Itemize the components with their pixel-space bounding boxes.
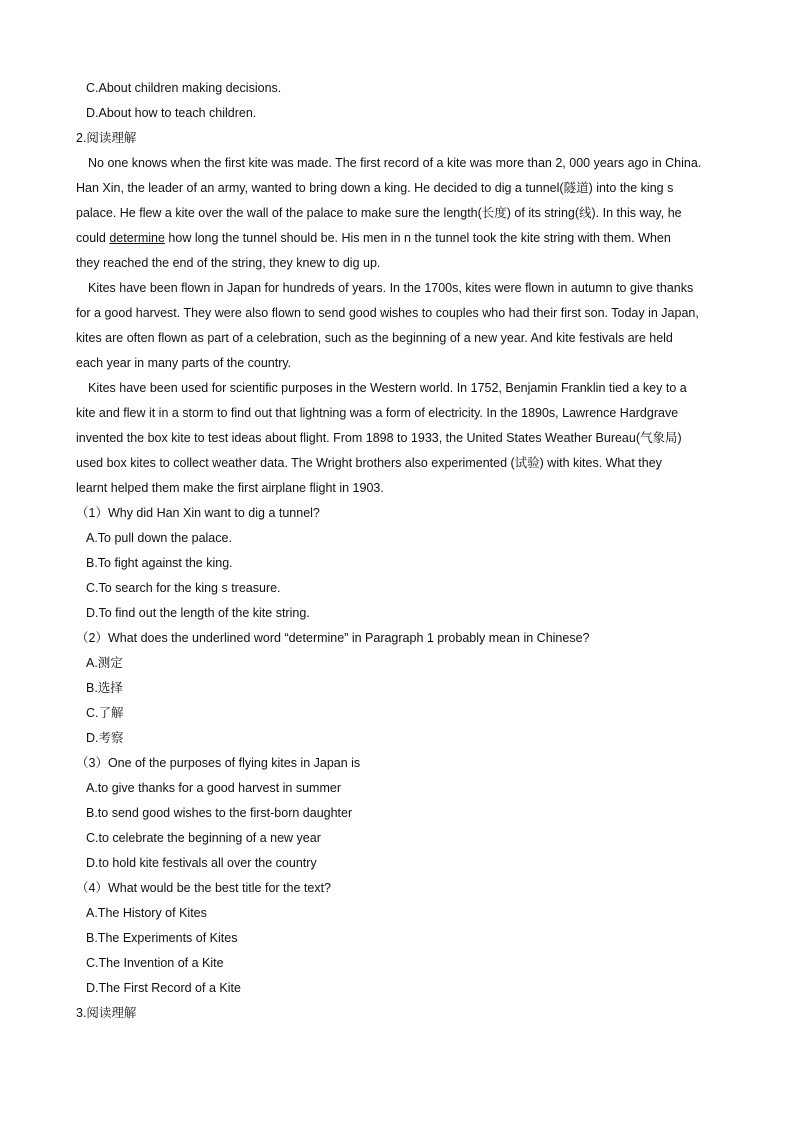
option-a: A.to give thanks for a good harvest in summer [86, 781, 341, 795]
option-b: B.The Experiments of Kites [86, 931, 238, 945]
option-b: B.to send good wishes to the first-born daughter [86, 806, 353, 820]
passage-p1-line-5: they reached the end of the string, they knew to dig up. [76, 256, 381, 270]
option-b: B.选择 [86, 681, 123, 695]
option-d: D.To find out the length of the kite string. [86, 606, 310, 620]
question-stem: （2）What does the underlined word “determine” in Paragraph 1 probably mean in Chinese? [76, 631, 590, 645]
passage-p3-line-3: invented the box kite to test ideas about flight. From 1898 to 1933, the United States Weather Bureau(气象局) [76, 431, 682, 445]
document-page [76, 76, 721, 1026]
option-b: B.To fight against the king. [86, 556, 233, 570]
passage-text: how long the tunnel should be. His men in n the tunnel took the kite string with them. When [164, 231, 671, 245]
underlined-word: determine [109, 231, 165, 245]
option-d: D.考察 [86, 731, 124, 745]
passage-p2-line-4: each year in many parts of the country. [76, 356, 292, 370]
passage-p1-line-3: palace. He flew a kite over the wall of the palace to make sure the length(长度) of its string(线). In this way, he [76, 206, 682, 220]
option-c: C.The Invention of a Kite [86, 956, 224, 970]
question-4 [76, 876, 721, 1001]
question-3 [76, 751, 721, 876]
option-d: D.The First Record of a Kite [86, 981, 241, 995]
passage-p3-line-4: used box kites to collect weather data. The Wright brothers also experimented (试验) with kites. What they [76, 456, 662, 470]
section-2-heading: 2.阅读理解 [76, 131, 137, 145]
option-c: C.to celebrate the beginning of a new year [86, 831, 321, 845]
question-stem: （4）What would be the best title for the text? [76, 881, 331, 895]
prev-option-c: C.About children making decisions. [86, 81, 282, 95]
passage-p1-line-1: No one knows when the first kite was made. The first record of a kite was more than 2, 000 years ago in China. [88, 156, 702, 170]
passage [76, 151, 721, 501]
option-c: C.To search for the king s treasure. [86, 581, 281, 595]
passage-p3-line-5: learnt helped them make the first airplane flight in 1903. [76, 481, 384, 495]
passage-p1-line-4 [76, 226, 721, 251]
passage-p1-line-2: Han Xin, the leader of an army, wanted to bring down a king. He decided to dig a tunnel(隧道) into the king s [76, 181, 674, 195]
section-3-heading: 3.阅读理解 [76, 1006, 137, 1020]
option-a: A.测定 [86, 656, 123, 670]
option-a: A.The History of Kites [86, 906, 207, 920]
question-2 [76, 626, 721, 751]
passage-text: could [76, 231, 110, 245]
option-a: A.To pull down the palace. [86, 531, 232, 545]
passage-p2-line-1: Kites have been flown in Japan for hundreds of years. In the 1700s, kites were flown in autumn to give thanks [88, 281, 694, 295]
passage-p3-line-2: kite and flew it in a storm to find out that lightning was a form of electricity. In the 1890s, Lawrence Hardgrave [76, 406, 679, 420]
question-stem: （1）Why did Han Xin want to dig a tunnel? [76, 506, 320, 520]
option-c: C.了解 [86, 706, 124, 720]
question-stem: （3）One of the purposes of flying kites in Japan is [76, 756, 361, 770]
prev-option-d: D.About how to teach children. [86, 106, 257, 120]
passage-p3-line-1: Kites have been used for scientific purposes in the Western world. In 1752, Benjamin Franklin tied a key to a [88, 381, 687, 395]
option-d: D.to hold kite festivals all over the country [86, 856, 317, 870]
passage-p2-line-2: for a good harvest. They were also flown to send good wishes to couples who had their first son. Today in Japan, [76, 306, 699, 320]
passage-p2-line-3: kites are often flown as part of a celebration, such as the beginning of a new year. And kite festivals are held [76, 331, 673, 345]
question-1 [76, 501, 721, 626]
